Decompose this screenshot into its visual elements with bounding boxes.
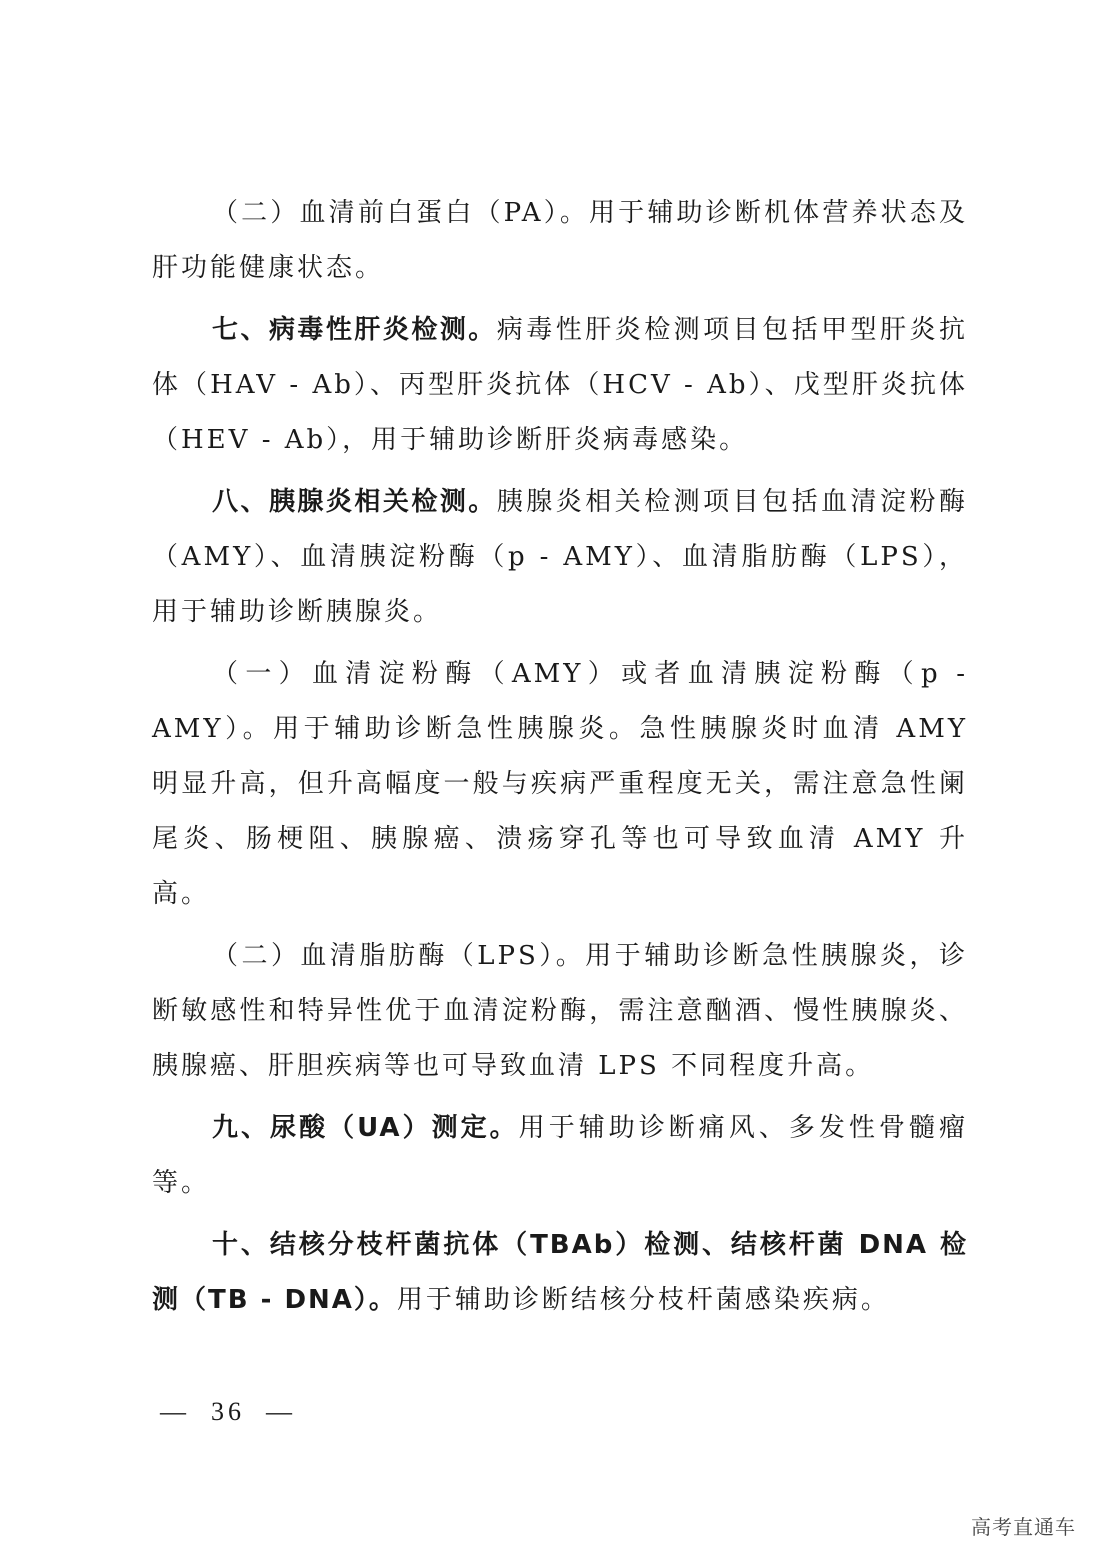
document-body (152, 186, 968, 1335)
page-number: — 36 — (160, 1397, 296, 1426)
paragraph-serum-prealbumin (152, 186, 968, 296)
paragraph-amylase (152, 647, 968, 922)
paragraph-heading: 七、病毒性肝炎检测。 (212, 315, 497, 345)
paragraph-heading: 八、胰腺炎相关检测。 (212, 487, 497, 517)
paragraph-heading: 十、结核分枝杆菌抗体（TBAb）检测、结核杆菌 DNA 检测（TB - DNA）。 (152, 1230, 968, 1315)
paragraph-viral-hepatitis (152, 303, 968, 468)
paragraph-lipase (152, 929, 968, 1094)
paragraph-text: （二）血清脂肪酶（LPS）。用于辅助诊断急性胰腺炎，诊断敏感性和特异性优于血清淀粉酶，需注意酗酒、慢性胰腺炎、胰腺癌、肝胆疾病等也可导致血清 LPS 不同程度升高。 (152, 941, 968, 1081)
paragraph-uric-acid (152, 1101, 968, 1211)
paragraph-text: 胰腺炎相关检测项目包括血清淀粉酶（AMY）、血清胰淀粉酶（p - AMY）、血清脂肪酶（LPS），用于辅助诊断胰腺炎。 (152, 487, 968, 627)
paragraph-pancreatitis (152, 475, 968, 640)
paragraph-text: 病毒性肝炎检测项目包括甲型肝炎抗体（HAV - Ab）、丙型肝炎抗体（HCV - Ab）、戊型肝炎抗体（HEV - Ab），用于辅助诊断肝炎病毒感染。 (152, 315, 968, 455)
watermark-text: 高考直通车 (971, 1515, 1076, 1539)
paragraph-text: （二）血清前白蛋白（PA）。用于辅助诊断机体营养状态及肝功能健康状态。 (152, 198, 968, 283)
paragraph-heading: 九、尿酸（UA）测定。 (212, 1113, 519, 1143)
paragraph-text: （一）血清淀粉酶（AMY）或者血清胰淀粉酶（p - AMY）。用于辅助诊断急性胰腺炎。急性胰腺炎时血清 AMY 明显升高，但升高幅度一般与疾病严重程度无关，需注意急性阑尾炎、肠梗阻、胰腺癌、溃疡穿孔等也可导致血清 AMY 升高。 (152, 659, 968, 909)
paragraph-text: 用于辅助诊断结核分枝杆菌感染疾病。 (396, 1285, 890, 1315)
paragraph-tuberculosis (152, 1218, 968, 1328)
paragraph-text: 用于辅助诊断痛风、多发性骨髓瘤等。 (152, 1113, 968, 1198)
